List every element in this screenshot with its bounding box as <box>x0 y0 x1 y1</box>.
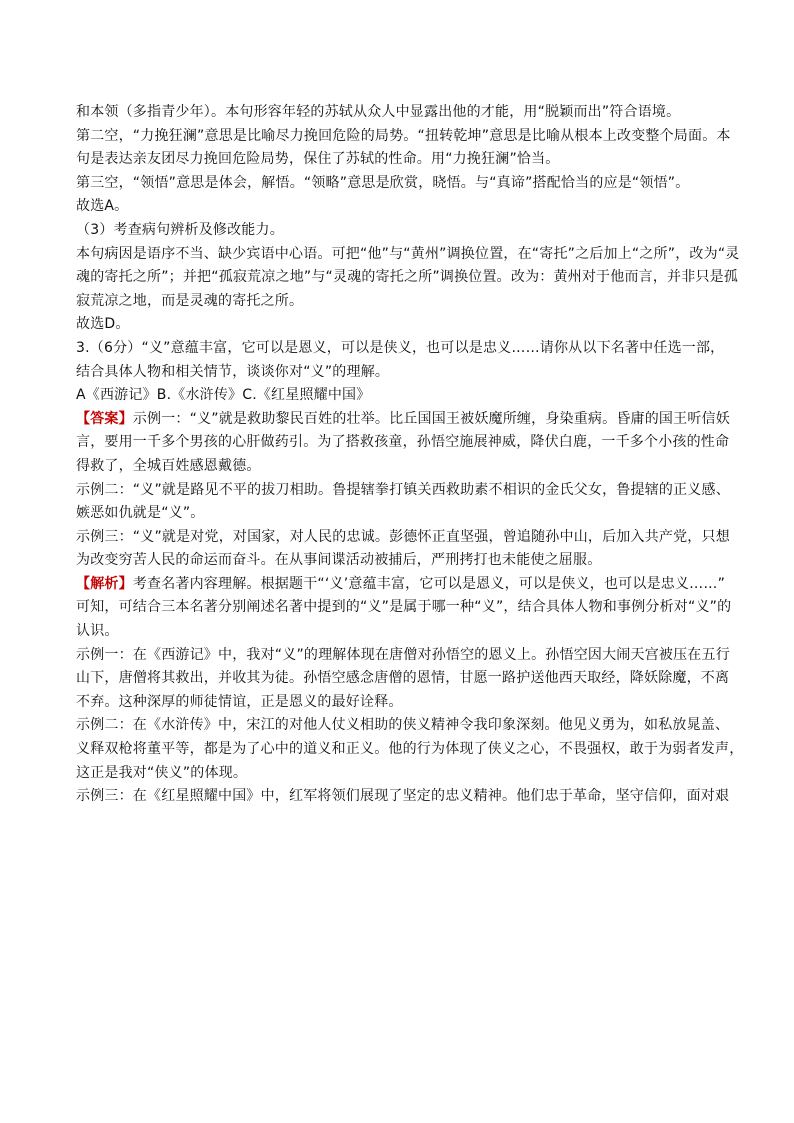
text-line: （3）考查病句辨析及修改能力。 <box>76 221 284 238</box>
text-line: 这正是我对“侠义”的体现。 <box>76 764 248 781</box>
text-line: 得救了，全城百姓感恩戴德。 <box>76 457 261 474</box>
text-line: 不弃。这种深厚的师徒情谊，正是恩义的最好诠释。 <box>76 693 403 710</box>
text-line: 认识。 <box>76 623 119 640</box>
text-line: 为改变穷苦人民的命运而奋斗。在从事间谍活动被捕后，严刑拷打也未能使之屈服。 <box>76 552 602 569</box>
text-line: 寂荒凉之地，而是灵魂的寄托之所。 <box>76 292 304 309</box>
text-line: 言，要用一千多个男孩的心肝做药引。为了搭救孩童，孙悟空施展神威，降伏白鹿，一千多个小孩的性命 <box>76 434 730 451</box>
text-line: 第三空，“领悟”意思是体会，解悟。“领略”意思是欣赏，晓悟。与“真谛”搭配恰当的应是“领悟”。 <box>76 174 690 191</box>
text-line: 可知，可结合三本名著分别阐述名著中提到的“义”是属于哪一种“义”，结合具体人物和事例分析对“义”的 <box>76 599 732 616</box>
text-line: 第二空，“力挽狂澜”意思是比喻尽力挽回危险的局势。“扭转乾坤”意思是比喻从根本上改变整个局面。本 <box>76 127 731 144</box>
text-line: 示例三：“义”就是对党，对国家，对人民的忠诚。彭德怀正直坚强，曾追随孙中山，后加入共产党，只想 <box>76 528 730 545</box>
answer-line <box>76 408 730 432</box>
text-line: 示例一：在《西游记》中，我对“义”的理解体现在唐僧对孙悟空的恩义上。孙悟空因大闹天宫被压在五行 <box>76 646 730 663</box>
text-line: 故选A。 <box>76 198 129 215</box>
analysis-line <box>76 573 724 597</box>
text-line: 和本领（多指青少年）。本句形容年轻的苏轼从众人中显露出他的才能，用“脱颖而出”符合语境。 <box>76 104 681 120</box>
text-line: 魂的寄托之所”；并把“孤寂荒凉之地”与“灵魂的寄托之所”调换位置。改为：黄州对于他而言，并非只是孤 <box>76 269 739 286</box>
text-line: 示例二：“义”就是路见不平的拔刀相助。鲁提辖拳打镇关西救助素不相识的金氏父女，鲁提辖的正义感、 <box>76 481 730 498</box>
text-line: 本句病因是语序不当、缺少宾语中心语。可把“他”与“黄州”调换位置，在“寄托”之后加上“之所”，改为“灵 <box>76 245 740 262</box>
text-line: 故选D。 <box>76 316 130 333</box>
answer-text: 示例一：“义”就是救助黎民百姓的壮举。比丘国国王被妖魔所缠，身染重病。昏庸的国王听信妖 <box>132 410 730 427</box>
text-line: 义释双枪将董平等，都是为了心中的道义和正义。他的行为体现了侠义之心，不畏强权，敢于为弱者发声， <box>76 741 744 758</box>
answer-tag: 【答案】 <box>76 410 133 427</box>
options-line: A《西游记》B.《水浒传》C.《红星照耀中国》 <box>76 387 371 404</box>
analysis-tag: 【解析】 <box>76 575 133 592</box>
document-body <box>76 101 744 809</box>
text-line: 嫉恶如仇就是“义”。 <box>76 505 205 522</box>
text-line: 句是表达亲友团尽力挽回危险局势，保住了苏轼的性命。用“力挽狂澜”恰当。 <box>76 151 560 168</box>
question-line: 结合具体人物和相关情节，谈谈你对“义”的理解。 <box>76 363 390 380</box>
text-line: 示例三：在《红星照耀中国》中，红军将领们展现了坚定的忠义精神。他们忠于革命，坚守信仰，面对艰 <box>76 788 730 805</box>
text-line: 山下，唐僧将其救出，并收其为徒。孙悟空感念唐僧的恩情，甘愿一路护送他西天取经，降妖除魔，不离 <box>76 670 730 687</box>
text-line: 示例二：在《水浒传》中，宋江的对他人仗义相助的侠义精神令我印象深刻。他见义勇为，如私放晁盖、 <box>76 717 730 734</box>
analysis-text: 考查名著内容理解。根据题干“‘义’意蕴丰富，它可以是恩义，可以是侠义，也可以是忠义……” <box>132 575 726 592</box>
question-line: 3.（6分）“义”意蕴丰富，它可以是恩义，可以是侠义，也可以是忠义……请你从以下名著中任选一部， <box>76 339 725 356</box>
